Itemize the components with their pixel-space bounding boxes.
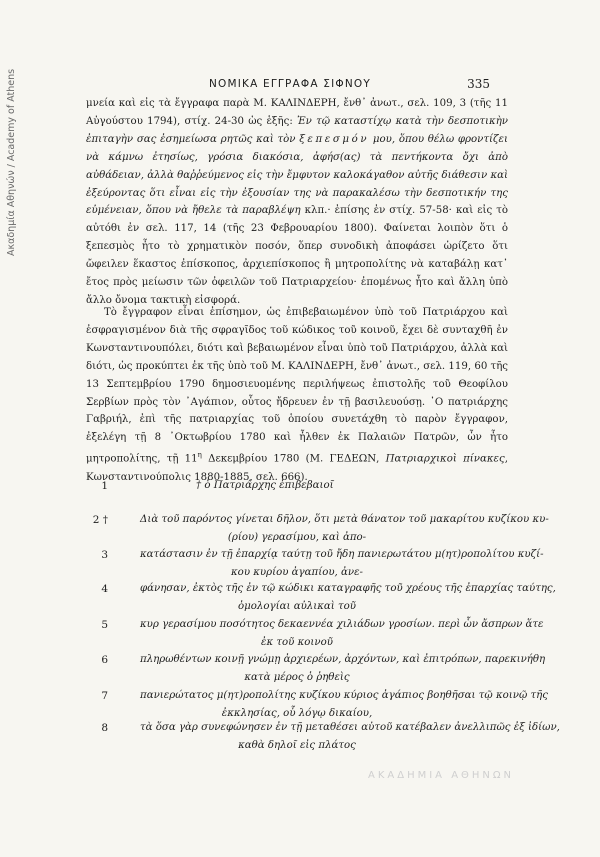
document-line bbox=[86, 583, 556, 623]
line-number: 5 bbox=[101, 619, 108, 631]
line-continuation: κατὰ μέρος ὁ ῥηθεὶς bbox=[244, 672, 350, 683]
line-continuation: ἐκ τοῦ κοινοῦ bbox=[261, 637, 333, 648]
line-number: 7 bbox=[101, 690, 108, 702]
line-text: πανιερώτατος μ(ητ)ροπολίτης κυζίκου κύριος ἀγάπιος βοηθῆσαι τῷ κοινῷ τῆς bbox=[140, 690, 548, 701]
running-title: ΝΟΜΙΚΑ ΕΓΓΡΑΦΑ ΣΙΦΝΟΥ bbox=[208, 78, 372, 90]
line-number: 3 bbox=[101, 549, 108, 561]
paragraph-1: μνεία καὶ εἰς τὰ ἔγγραφα παρὰ Μ. ΚΑΛΙΝΔΕΡΗ, ἔνθ᾿ ἀνωτ., σελ. 109, 3 (τῆς 11 Αὐγούστου 1794), στίχ. 24-30 ὡς ἑξῆς: Ἐν τῷ καταστίχῳ κατὰ τὴν δεσποτικὴν ἐπιταγὴν σας ἐσημείωσα ρητῶς καὶ τὸν ξεπεσμόν μου, ὅπου θέλω φροντίζει νὰ κάμνω ἐτησίως, γρόσια διακόσια, ἀφήσ(ας) τὰ πεντήκοντα ὄχι ἀπὸ αὐθάδειαν, ἀλλὰ θαῤῥεύμενος εἰς τὴν ἔμφυτον καλοκάγαθον αὐτῆς διάθεσιν καὶ ἐξεύροντας ὅτι εἶναι εἰς τὴν ἐξουσίαν της νὰ παρακαλέσω τὴν δεσποτικήν της εὐμένειαν, ὅπου νὰ ἤθελε τὰ παραβλέψη κλπ.· ἐπίσης ἐν στίχ. 57-58· καὶ εἰς τὸ αὐτόθι ἐν σελ. 117, 14 (τῆς 23 Φεβρουαρίου 1800). Φαίνεται λοιπὸν ὅτι ὁ ξεπεσμὸς ἦτο τὸ χρηματικὸν ποσόν, ὅπερ συνοδικὴ ἀποφάσει ὡρίζετο ὅτι ὤφειλεν ἕκαστος ἐπίσκοπος, ἀρχιεπίσκοπος ἢ μητροπολίτης νὰ καταβάλῃ κατ᾿ ἔτος πρὸς μείωσιν τῶν ὀφειλῶν τοῦ Πατριαρχείου· ἐπομένως ἦτο καὶ ἄλλη ὑπὸ ἄλλο ὄνομα τακτικὴ εἰσφορά. bbox=[86, 98, 509, 306]
line-text: κατάστασιν ἐν τῇ ἐπαρχίᾳ ταύτῃ τοῦ ἤδη πανιερωτάτου μ(ητ)ροπολίτου κυζί- bbox=[140, 549, 544, 560]
line-continuation: (ρίου) γερασίμου, καὶ ἀπο- bbox=[227, 532, 367, 543]
document-line bbox=[86, 722, 560, 762]
line-number: 4 bbox=[101, 583, 108, 595]
line-text: κυρ γερασίμου ποσότητος δεκαεννέα χιλιάδων γροσίων. περὶ ὧν ἄσπρων ἅτε bbox=[140, 619, 544, 630]
line-text: τὰ ὅσα γὰρ συνεφώνησεν ἐν τῇ μεταθέσει αὐτοῦ κατέβαλεν ἀνελλιπῶς ἐξ ἰδίων, bbox=[140, 722, 560, 733]
line-continuation: καθὰ δηλοῖ εἰς πλάτος bbox=[238, 740, 356, 751]
side-watermark: Ακαδημία Αθηνών / Academy of Athens bbox=[6, 68, 17, 256]
line-text: φάνησαν, ἐκτὸς τῆς ἐν τῷ κώδικι καταγραφῆς τοῦ χρέους τῆς ἐπαρχίας ταύτης, bbox=[140, 583, 556, 594]
line-number: 8 bbox=[101, 722, 108, 734]
academy-watermark-logo: ΑΚΑΔΗΜΙΑ ΑΘΗΝΩΝ bbox=[368, 770, 515, 781]
paragraph-2: Τὸ ἔγγραφον εἶναι ἐπίσημον, ὡς ἐπιβεβαιωμένον ὑπὸ τοῦ Πατριάρχου καὶ ἐσφραγισμένον διὰ τῆς σφραγῖδος τοῦ κώδικος τοῦ κοινοῦ, ἔχει δὲ συνταχθῆ ἐν Κωνσταντινουπόλει, διότι καὶ βεβαιωμένον εἶναι ὑπὸ τοῦ Πατριάρχου, ἀλλὰ καὶ διότι, ὡς προκύπτει ἐκ τῆς ὑπὸ τοῦ Μ. ΚΑΛΙΝΔΕΡΗ, ἔνθ᾿ ἀνωτ., σελ. 119, 60 τῆς 13 Σεπτεμβρίου 1790 δημοσιευομένης περιλήψεως ἐπιστολῆς τοῦ Θεοφίλου Σερβίων πρὸς τὸν ᾿Αγάπιον, οὗτος ἤδρευεν ἐν τῇ βασιλευούσῃ. ᾿Ο πατριάρχης Γαβριήλ, ἐπὶ τῆς πατριαρχίας τοῦ ὁποίου συνετάχθη τὸ παρὸν ἔγγραφον, ἐξελέγη τῇ 8 ᾿Οκτωβρίου 1780 καὶ ἦλθεν ἐκ Παλαιῶν Πατρῶν, ὧν ἦτο μητροπολίτης, τῇ $11^\eta$ Δεκεμβρίου 1780 (Μ. ΓΕΔΕΩΝ, Πατριαρχικοὶ πίνακες, Κωνσταντινούπολις 1880-1885, σελ. 666). bbox=[86, 307, 508, 483]
line-text: Διὰ τοῦ παρόντος γίνεται δῆλον, ὅτι μετὰ θάνατον τοῦ μακαρίτου κυζίκου κυ- bbox=[140, 514, 549, 525]
line-number: 1 bbox=[101, 480, 108, 492]
document-line bbox=[86, 514, 549, 554]
line-continuation: κου κυρίου ἀγαπίου, ἀνε- bbox=[231, 567, 363, 578]
document-header-line bbox=[86, 480, 508, 498]
line-continuation: ὁμολογίαι αὐλικαὶ τοῦ bbox=[238, 601, 356, 612]
line-number: 2 † bbox=[92, 514, 108, 526]
line-text: πληρωθέντων κοινῇ γνώμῃ ἀρχιερέων, ἀρχόντων, καὶ ἐπιτρόπων, παρεκινήθη bbox=[140, 654, 546, 665]
line-continuation: ἐκκλησίας, οὗ λόγῳ δικαίου, bbox=[221, 708, 373, 719]
patriarch-confirms-note: † ὁ Πατριάρχης ἐπιβεβαιοῖ bbox=[196, 480, 334, 491]
document-line bbox=[86, 654, 546, 694]
document-line bbox=[86, 619, 544, 659]
page-number: 335 bbox=[467, 77, 490, 91]
line-number: 6 bbox=[101, 654, 108, 666]
